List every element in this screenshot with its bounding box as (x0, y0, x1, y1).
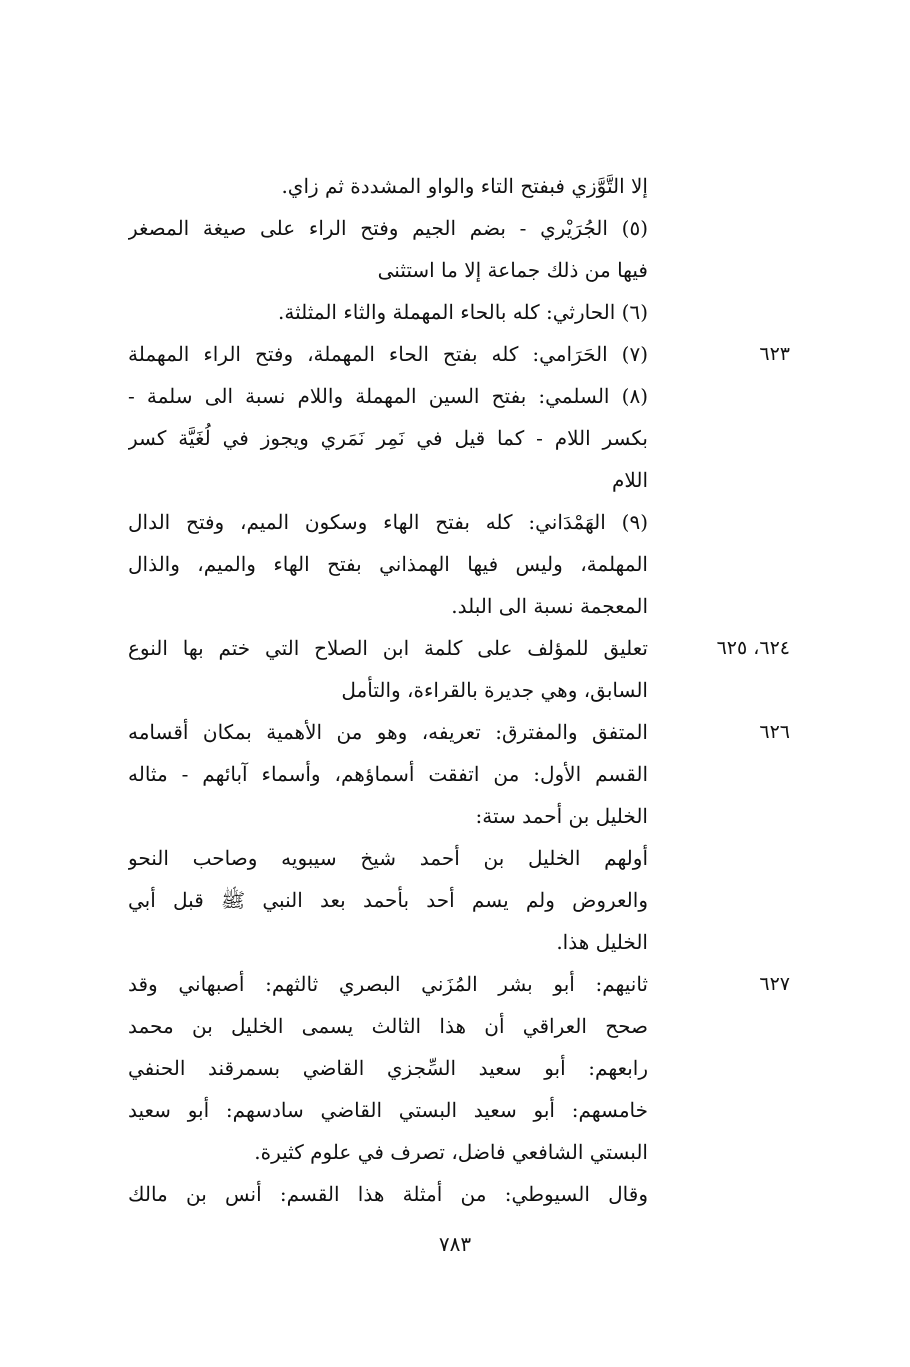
margin-reference-number: ٦٢٧ (759, 973, 790, 995)
text-line: السابق، وهي جديرة بالقراءة، والتأمل (341, 678, 648, 702)
text-line: وقال السيوطي: من أمثلة هذا القسم: أنس بن مالك (128, 1182, 648, 1206)
text-line: (٩) الهَمْدَاني: كله بفتح الهاء وسكون الميم، وفتح الدال (128, 510, 648, 534)
text-line: رابعهم: أبو سعيد السِّجزي القاضي بسمرقند الحنفي (128, 1056, 648, 1080)
text-line: تعليق للمؤلف على كلمة ابن الصلاح التي ختم بها النوع (128, 636, 648, 660)
text-line: الخليل بن أحمد ستة: (475, 804, 648, 828)
text-line: (٧) الحَرَامي: كله بفتح الحاء المهملة، وفتح الراء المهملة (128, 342, 648, 366)
margin-reference-number: ٦٢٣ (759, 343, 790, 365)
text-line: البستي الشافعي فاضل، تصرف في علوم كثيرة. (254, 1140, 648, 1164)
page-number: ٧٨٣ (438, 1232, 472, 1256)
text-line: إلا التَّوَّزي فبفتح التاء والواو المشددة ثم زاي. (281, 174, 648, 198)
text-line: (٨) السلمي: بفتح السين المهملة واللام نسبة الى سلمة - (128, 384, 648, 408)
text-line: أولهم الخليل بن أحمد شيخ سيبويه وصاحب النحو (128, 846, 648, 870)
text-line: صحح العراقي أن هذا الثالث يسمى الخليل بن محمد (128, 1014, 648, 1038)
text-line: فيها من ذلك جماعة إلا ما استثنى (377, 258, 648, 282)
main-text-column (128, 165, 648, 1215)
text-line: ثانيهم: أبو بشر المُزَني البصري ثالثهم: أصبهاني وقد (128, 972, 648, 996)
text-line: بكسر اللام - كما قيل في نَمِر نَمَري ويجوز في لُغَيَّة كسر (128, 426, 648, 450)
text-line: المعجمة نسبة الى البلد. (451, 594, 648, 618)
text-line: القسم الأول: من اتفقت أسماؤهم، وأسماء آبائهم - مثاله (128, 762, 648, 786)
text-line: اللام (612, 468, 648, 492)
text-line: المتفق والمفترق: تعريفه، وهو من الأهمية بمكان أقسامه (128, 720, 648, 744)
margin-reference-number: ٦٢٤، ٦٢٥ (716, 637, 790, 659)
text-line: المهلمة، وليس فيها الهمذاني بفتح الهاء والميم، والذال (128, 552, 648, 576)
text-line: خامسهم: أبو سعيد البستي القاضي سادسهم: أبو سعيد (128, 1098, 648, 1122)
text-line: والعروض ولم يسم أحد بأحمد بعد النبي ﷺ قبل أبي (128, 888, 648, 912)
text-line: (٥) الجُرَيْري - بضم الجيم وفتح الراء على صيغة المصغر (128, 216, 648, 240)
text-line: (٦) الحارثي: كله بالحاء المهملة والثاء المثلثة. (278, 300, 648, 324)
text-line: الخليل هذا. (556, 930, 648, 954)
margin-reference-number: ٦٢٦ (759, 721, 790, 743)
